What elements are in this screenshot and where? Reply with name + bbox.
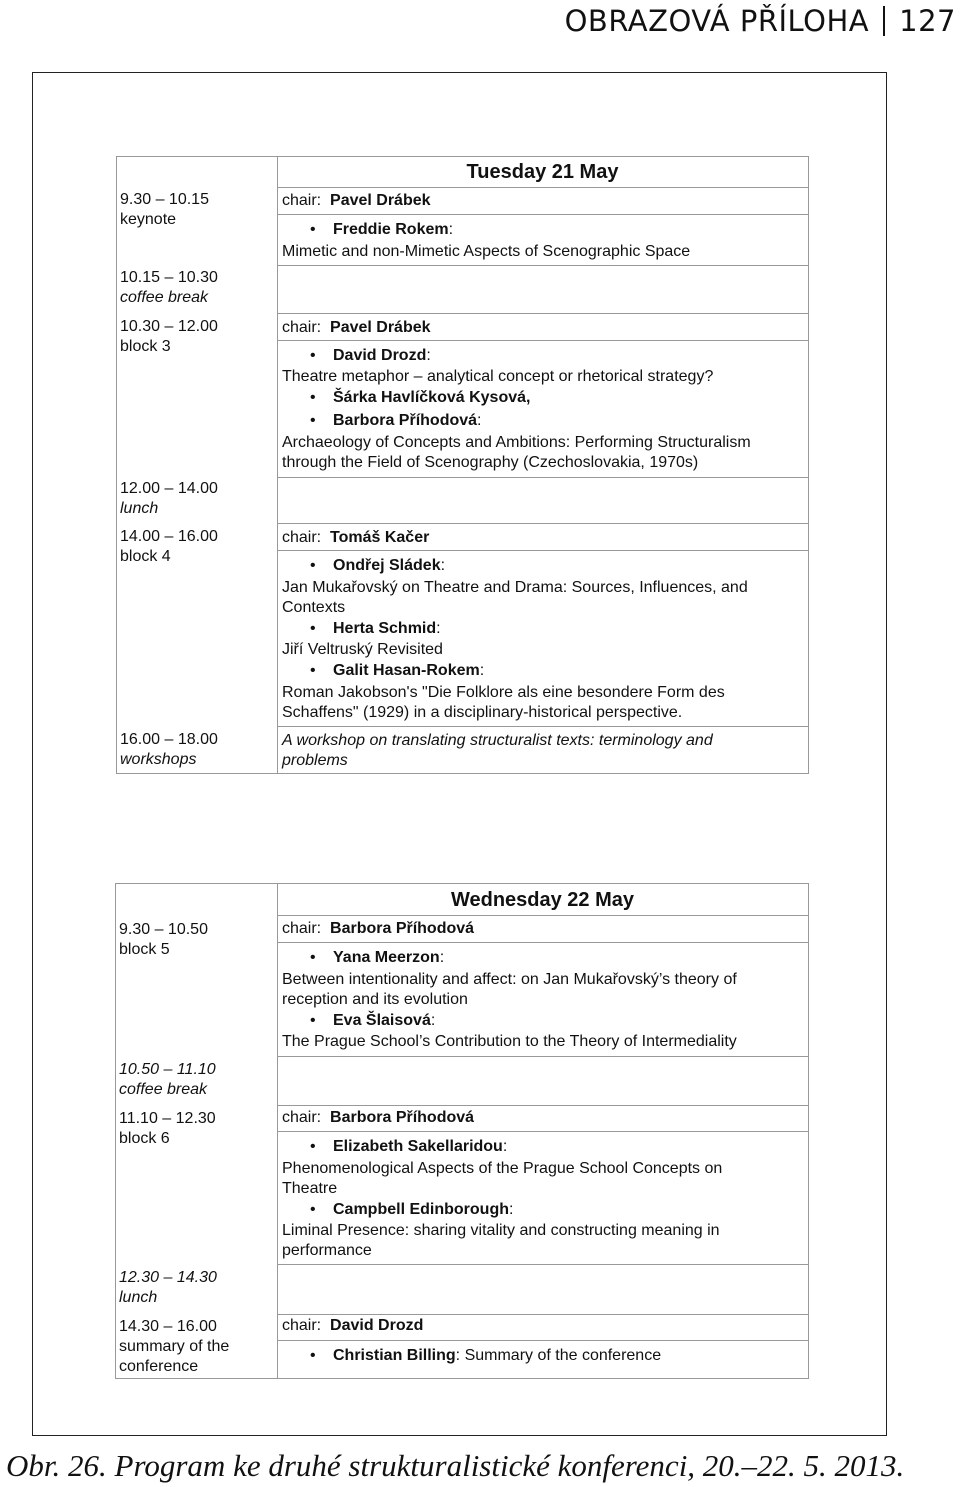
speaker-line: • Freddie Rokem:: [282, 220, 800, 240]
speaker-line: • Herta Schmid:: [282, 619, 800, 639]
slot-block3: [120, 317, 275, 357]
slot-lunch: [120, 479, 275, 519]
speaker-line: • Šárka Havlíčková Kysová,: [282, 388, 800, 408]
slot-coffee: [119, 1060, 274, 1100]
slot-label: summary of the: [119, 1338, 230, 1355]
slot-label: block 4: [120, 548, 171, 565]
talk-title: Mimetic and non-Mimetic Aspects of Scenographic Space: [282, 243, 691, 260]
slot-label: keynote: [120, 211, 177, 228]
slot-label: coffee break: [120, 289, 209, 306]
slot-label: lunch: [120, 500, 159, 517]
time-column: [117, 157, 278, 773]
chair-line: chair: David Drozd: [282, 1317, 424, 1334]
talk-title: The Prague School’s Contribution to the Theory of Intermediality: [282, 1033, 737, 1050]
speaker-line: • Barbora Příhodová:: [282, 411, 800, 431]
day-title: Wednesday 22 May: [450, 889, 635, 911]
slot-label: conference: [119, 1358, 199, 1375]
talk-title: Roman Jakobson's "Die Folklore als eine besondere Form des Schaffens" (1929) in a disciplinary-historical perspective.: [282, 684, 725, 721]
slot-time: 14.00 – 16.00: [120, 528, 218, 545]
slot-block6: [119, 1109, 274, 1149]
header-divider: [883, 6, 885, 36]
slot-time: 9.30 – 10.15: [120, 191, 209, 208]
talk-title: Phenomenological Aspects of the Prague School Concepts on Theatre: [282, 1160, 723, 1197]
slot-label: coffee break: [119, 1081, 208, 1098]
talk-title: Jiří Veltruský Revisited: [282, 641, 443, 658]
slot-time: 10.30 – 12.00: [120, 318, 218, 335]
slot-time: 12.00 – 14.00: [120, 480, 218, 497]
speaker-line: • Ondřej Sládek:: [282, 556, 800, 576]
time-column: [116, 884, 278, 1378]
talk-title: Theatre metaphor – analytical concept or rhetorical strategy?: [282, 368, 714, 385]
section-title: OBRAZOVÁ PŘÍLOHA: [564, 4, 870, 38]
slot-label: lunch: [119, 1289, 158, 1306]
slot-label: block 5: [119, 941, 170, 958]
speaker-line: • Yana Meerzon:: [282, 948, 800, 968]
chair-line: chair: Tomáš Kačer: [282, 529, 430, 546]
workshop-line: A workshop on translating structuralist texts: terminology and problems: [282, 732, 713, 769]
slot-lunch: [119, 1268, 274, 1308]
slot-block5: [119, 920, 274, 960]
slot-workshops: [120, 730, 275, 770]
speaker-line: • Elizabeth Sakellaridou:: [282, 1137, 800, 1157]
schedule-tuesday: [116, 156, 809, 774]
slot-summary: [119, 1317, 274, 1377]
slot-time: 11.10 – 12.30: [119, 1110, 216, 1127]
slot-label: workshops: [120, 751, 197, 768]
page-header: [565, 4, 956, 38]
slot-block4: [120, 527, 275, 567]
slot-time: 9.30 – 10.50: [119, 921, 208, 938]
slot-time: 16.00 – 18.00: [120, 731, 218, 748]
chair-line: chair: Barbora Příhodová: [282, 1109, 475, 1126]
slot-keynote: [120, 190, 275, 230]
slot-time: 12.30 – 14.30: [119, 1269, 217, 1286]
speaker-line: • Christian Billing: Summary of the conference: [282, 1346, 800, 1366]
speaker-line: • Campbell Edinborough:: [282, 1200, 800, 1220]
slot-time: 10.50 – 11.10: [119, 1061, 216, 1078]
talk-title: Liminal Presence: sharing vitality and constructing meaning in performance: [282, 1222, 720, 1259]
slot-time: 14.30 – 16.00: [119, 1318, 217, 1335]
slot-label: block 3: [120, 338, 171, 355]
talk-title: Archaeology of Concepts and Ambitions: Performing Structuralism through the Field of Scenography (Czechoslovakia, 1970s): [282, 434, 751, 471]
slot-coffee: [120, 268, 275, 308]
slot-time: 10.15 – 10.30: [120, 269, 218, 286]
chair-line: chair: Pavel Drábek: [282, 192, 431, 209]
speaker-line: • Galit Hasan-Rokem:: [282, 661, 800, 681]
talk-title: Jan Mukařovský on Theatre and Drama: Sources, Influences, and Contexts: [282, 579, 748, 616]
figure-caption: Obr. 26. Program ke druhé strukturalistické konferenci, 20.–22. 5. 2013.: [6, 1448, 905, 1483]
day-title: Tuesday 21 May: [466, 161, 619, 183]
program-column: [277, 884, 808, 1378]
page-number: 127: [899, 4, 956, 38]
program-column: [277, 157, 808, 773]
chair-line: chair: Barbora Příhodová: [282, 920, 475, 937]
speaker-line: • Eva Šlaisová:: [282, 1011, 800, 1031]
schedule-wednesday: [115, 883, 809, 1379]
slot-label: block 6: [119, 1130, 170, 1147]
talk-title: Between intentionality and affect: on Jan Mukařovský’s theory of reception and its evolution: [282, 971, 737, 1008]
chair-line: chair: Pavel Drábek: [282, 319, 431, 336]
speaker-line: • David Drozd:: [282, 346, 800, 366]
